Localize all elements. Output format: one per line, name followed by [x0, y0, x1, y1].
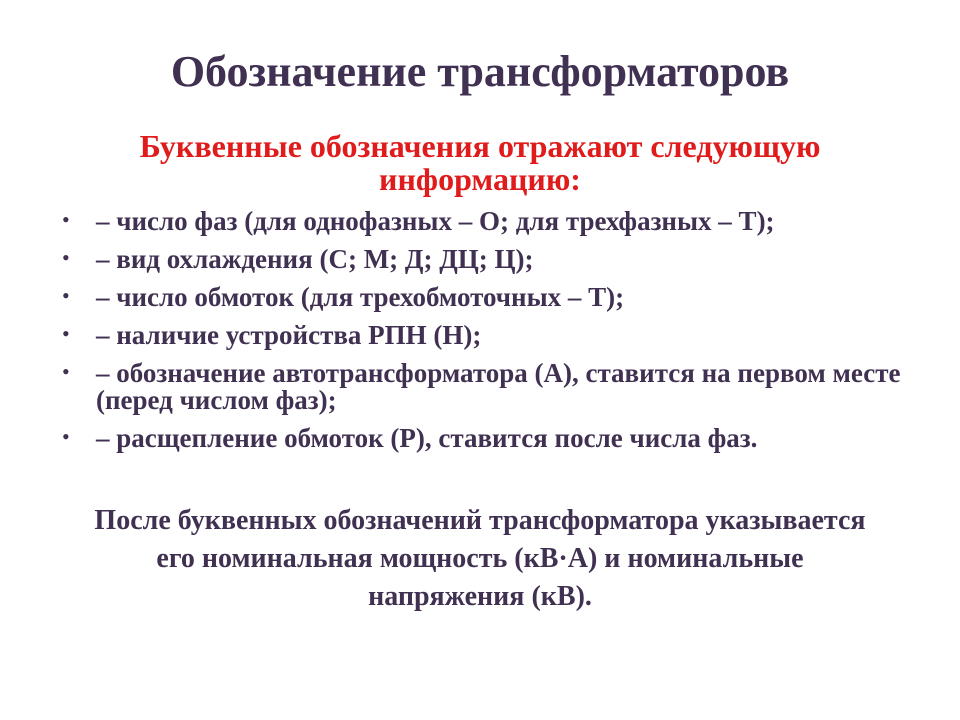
bullet-text: – вид охлаждения (С; М; Д; ДЦ; Ц);	[96, 244, 534, 274]
list-item	[62, 358, 926, 415]
list-item	[62, 423, 926, 453]
list-item	[62, 282, 926, 312]
bullet-text: – наличие устройства РПН (Н);	[96, 320, 482, 350]
bullet-icon: •	[62, 207, 70, 232]
slide-subtitle: Буквенные обозначения отражают следующую информацию:	[139, 128, 821, 197]
bullet-text: – число фаз (для однофазных – О; для трехфазных – Т);	[96, 206, 775, 236]
list-item	[62, 244, 926, 274]
bullet-icon: •	[62, 245, 70, 270]
bullet-icon: •	[62, 424, 70, 449]
list-item	[62, 206, 926, 236]
bullet-icon: •	[62, 283, 70, 308]
bullet-icon: •	[62, 321, 70, 346]
slide-title: Обозначение трансформаторов	[170, 47, 790, 96]
bullet-list	[62, 206, 926, 463]
bullet-text: – расщепление обмоток (Р), ставится после числа фаз.	[96, 423, 758, 453]
bullet-text: – обозначение автотрансформатора (А), ставится на первом месте (перед числом фаз);	[96, 358, 901, 415]
bullet-icon: •	[62, 359, 70, 384]
bullet-text: – число обмоток (для трехобмоточных – Т);	[96, 282, 625, 312]
slide-note: После буквенных обозначений трансформатора указывается его номинальная мощность (кВ·А) и номинальные напряжения (кВ).	[94, 505, 866, 612]
list-item	[62, 320, 926, 350]
